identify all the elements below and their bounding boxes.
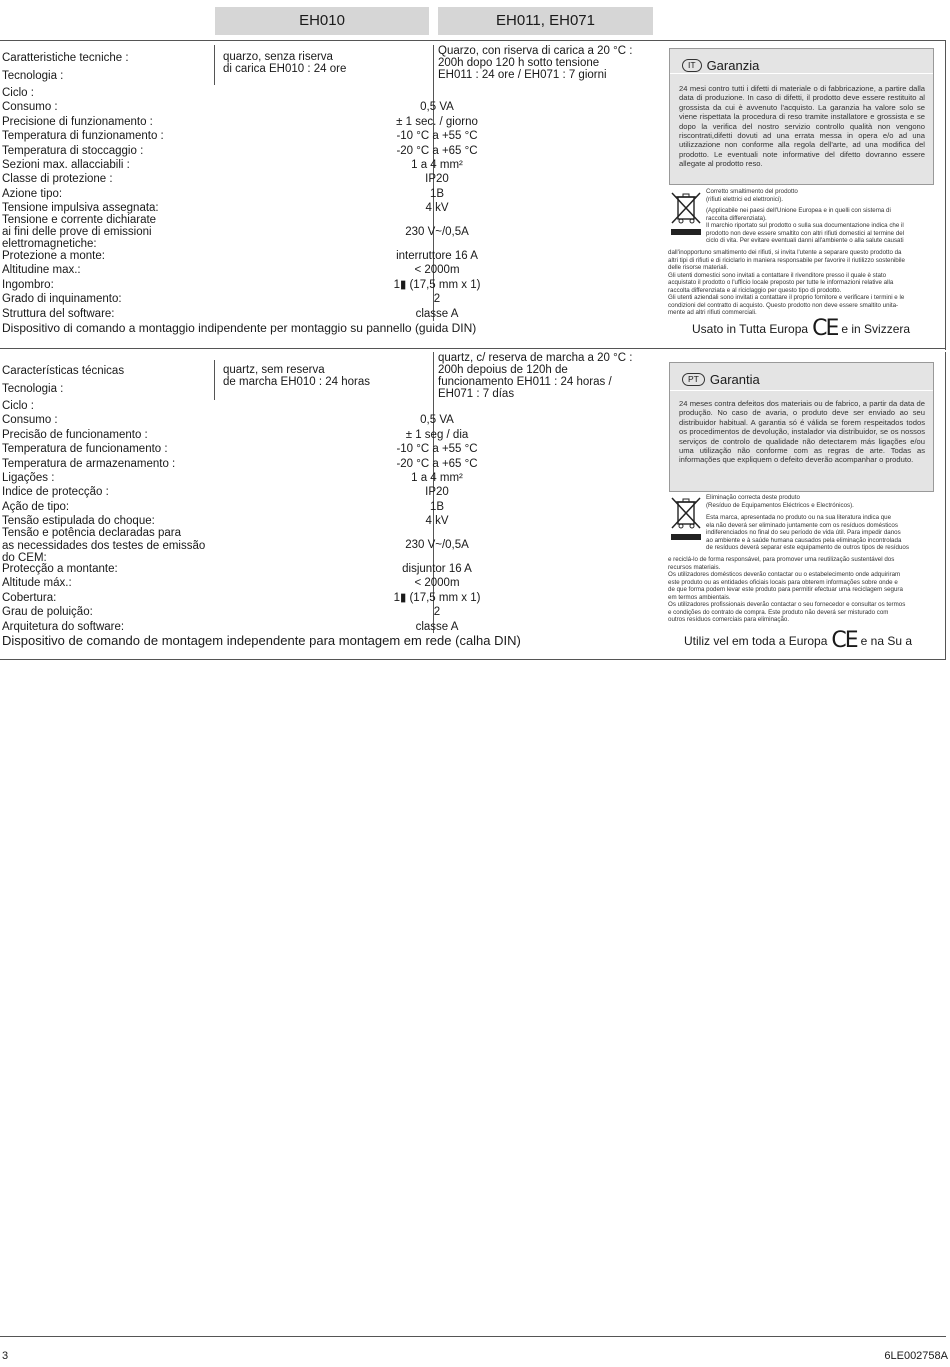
guarantee-title-text: Garanzia (706, 58, 760, 73)
column-divider (214, 45, 215, 85)
spec-label: Azione tipo: (2, 187, 63, 200)
document-code: 6LE002758A (884, 1350, 948, 1362)
spec-label: Tensione impulsiva assegnata: (2, 202, 159, 215)
weee-text-b: dall'inopportuno smaltimento dei rifiuti, si invita l'utente a separare questo prodotto da altri tipi di rifiuti e di riciclarlo in maniera responsabile per favorire il riutilizzo sostenibile delle risorse materiali. Gli utenti domestici sono invitati a contattare il rivenditore presso il quale è stato acquistato il prodotto o l'ufficio locale preposto per tutte le informazioni relative alla raccolta differenziata e al riciclaggio per questo tipo di prodotto. Gli utenti aziendali sono invitati a contattare il proprio fornitore e verificare i termini e le condizioni del contratto di acquisto. Questo prodotto non deve essere smaltito unita- mente ad altri rifiuti commerciali. (668, 249, 905, 317)
spec-label: Ciclo : (2, 87, 34, 99)
spec-value: classe A (415, 307, 459, 320)
usage-statement: Utiliz vel em toda a Europa CE e na Su a (684, 628, 913, 653)
spec-label: Ação de tipo: (2, 500, 70, 513)
spec-label: Tensão estipulada do choque: (2, 515, 155, 528)
spec-value: 1▮ (17,5 mm x 1) (393, 591, 481, 604)
weee-text-a: Eliminação correcta deste produto (Resíduo de Equipamentos Eléctricos e Electrónicos). Esta marca, apresentada no produto ou na sua literatura indica que ela não deverá ser eliminado juntamente com os resíduos domésticos indiferenciados no final do seu período de vida útil. Para impedir danos ao ambiente e à saúde humana causados pela eliminação incontrolada de resíduos deverá separar este equipamento de outros tipos de resíduos (706, 494, 909, 552)
spec-value: 0,5 VA (420, 414, 454, 427)
spec-value: 4 kV (425, 202, 449, 215)
guarantee-title-text: Garantia (709, 372, 760, 387)
eh010-technology-text: quartz, sem reserva de marcha EH010 : 24 horas (223, 364, 371, 388)
spec-emc-value: 230 V~/0,5A (405, 539, 469, 551)
spec-emc-value: 230 V~/0,5A (405, 226, 469, 238)
spec-value: IP20 (425, 486, 449, 499)
guarantee-title-divider (670, 73, 933, 74)
column-header-eh011-eh071: EH011, EH071 (438, 7, 653, 35)
spec-technology-label: Tecnologia : (2, 70, 64, 82)
guarantee-box-pt (669, 362, 934, 492)
spec-label: Protezione a monte: (2, 250, 105, 262)
usage-statement: Usato in Tutta Europa CE e in Svizzera (692, 316, 911, 341)
section-divider-bottom (0, 659, 946, 660)
spec-value: 1B (429, 187, 445, 200)
guarantee-title (682, 58, 759, 73)
spec-value: -20 °C a +65 °C (396, 144, 478, 157)
spec-value: 1B (429, 500, 445, 513)
spec-label: Temperatura di stoccaggio : (2, 144, 144, 157)
weee-text-b: e reciclá-lo de forma responsável, para promover uma reutilização sustentável dos recursos materiais. Os utilizadores domésticos deverão contactar ou o estabelecimento onde adquiriram este produto ou as entidades oficiais locais para obterem informações sobre onde e de que forma podem levar este produto para permitir efectuar uma reciclagem segura em termos ambientais. Os utilizadores profissionais deverão contactar o seu fornecedor e consultar os termos e condições do contrato de compra. Este produto não deverá ser misturado com outros resíduos comerciais para eliminação. (668, 556, 906, 624)
device-description: Dispositivo di comando a montaggio indipendente per montaggio su pannello (guida DIN) (2, 321, 477, 335)
spec-label: Temperatura di funzionamento : (2, 130, 164, 143)
spec-label: Consumo : (2, 414, 58, 427)
spec-emc-label: Tensione e corrente dichiarate ai fini delle prove di emissioni elettromagnetiche: (2, 214, 157, 250)
spec-emc-label: Tensão e potência declaradas para as necessidades dos testes de emissão do CEM: (2, 527, 206, 564)
column-divider (945, 40, 946, 350)
spec-value: interruttore 16 A (396, 250, 478, 262)
column-divider (214, 360, 215, 400)
guarantee-text: 24 mesi contro tutti i difetti di materiale o di fabbricazione, a partire dalla data di produzione. In caso di difetti, il prodotto deve essere restituito al grossista da cui è avvenuto l'acquisto. La garanzia ha valore solo se viene rispettata la procedura di reso tramite installatore e grossista e se dopo la verifica del nostro servizio controllo qualità non vengono riscontrati,difetti dovuti ad una errata messa in opera e/o ad una utilizzazione non conforme alla regola dell'arte, ad una modifica del prodotto. Le eventuali note informative del difetto dovranno essere allegate al prodotto reso. (679, 84, 925, 169)
spec-label: Grau de poluição: (2, 606, 93, 619)
spec-value: 0,5 VA (420, 101, 454, 114)
spec-label: Altitude máx.: (2, 577, 72, 590)
spec-title-label: Caratteristiche tecniche : (2, 52, 129, 64)
weee-text-a: Corretto smaltimento del prodotto (rifiuti elettrici ed elettronici). (Applicabile nei paesi dell'Unione Europea e in quelli con sistema di raccolta differenziata). Il marchio riportato sul prodotto o sulla sua documentazione indica che il prodotto non deve essere smaltito con altri rifiuti domestici al termine del ciclo di vita. Per evitare eventuali danni all'ambiente o alla salute causati (706, 188, 905, 245)
spec-technology-label: Tecnologia : (2, 383, 64, 395)
spec-value: ± 1 sec. / giorno (396, 115, 478, 128)
spec-label: Indice de protecção : (2, 486, 109, 499)
spec-label: Ingombro: (2, 278, 54, 291)
page-number: 3 (2, 1350, 9, 1362)
spec-label: Cobertura: (2, 591, 57, 604)
spec-value: -10 °C a +55 °C (396, 130, 478, 143)
spec-value: -20 °C a +65 °C (396, 457, 478, 470)
spec-value: 2 (433, 606, 441, 619)
language-badge-pt: PT (682, 373, 705, 386)
spec-label: Consumo : (2, 101, 58, 114)
spec-label: Temperatura de funcionamento : (2, 443, 168, 456)
spec-title-label: Características técnicas (2, 365, 125, 377)
spec-value: -10 °C a +55 °C (396, 443, 478, 456)
spec-label: Precisione di funzionamento : (2, 115, 153, 128)
spec-value: ± 1 seg / dia (405, 428, 469, 441)
guarantee-title-divider (670, 390, 933, 391)
eh011-technology-text: Quarzo, con riserva di carica a 20 °C : 200h dopo 120 h sotto tensione EH011 : 24 ore / EH071 : 7 giorni (438, 45, 633, 81)
column-header-eh010: EH010 (215, 7, 429, 35)
weee-bin-icon (669, 191, 703, 235)
section-divider-top (0, 40, 946, 41)
spec-label: Arquitetura do software: (2, 620, 125, 633)
spec-label: Ciclo : (2, 400, 34, 412)
device-description: Dispositivo de comando de montagem independente para montagem em rede (calha DIN) (2, 633, 521, 648)
spec-value: 1 a 4 mm² (411, 472, 463, 484)
weee-bin-icon (669, 496, 703, 540)
spec-value: 2 (433, 293, 441, 306)
spec-value: 4 kV (425, 515, 449, 528)
spec-label: Altitudine max.: (2, 264, 81, 277)
spec-label: Sezioni max. allacciabili : (2, 159, 130, 171)
spec-label: Classe di protezione : (2, 173, 113, 186)
spec-value: 1▮ (17,5 mm x 1) (393, 278, 481, 291)
spec-label: Temperatura de armazenamento : (2, 457, 176, 470)
guarantee-title (682, 372, 760, 387)
eh011-technology-text: quartz, c/ reserva de marcha a 20 °C : 200h depoius de 120h de funcionamento EH011 : 24 horas / EH071 : 7 días (438, 352, 633, 400)
spec-value: disjuntor 16 A (402, 563, 472, 575)
language-badge-it: IT (682, 59, 702, 72)
ce-mark-icon: CE (812, 316, 838, 341)
ce-mark-icon: CE (831, 628, 857, 653)
spec-label: Protecção a montante: (2, 563, 118, 575)
spec-label: Precisão de funcionamento : (2, 428, 148, 441)
spec-label: Struttura del software: (2, 307, 115, 320)
spec-value: IP20 (425, 173, 449, 186)
spec-value: classe A (415, 620, 459, 633)
eh010-technology-text: quarzo, senza riserva di carica EH010 : 24 ore (223, 51, 347, 75)
spec-value: 1 a 4 mm² (411, 159, 463, 171)
guarantee-box-it (669, 48, 934, 185)
footer-rule (0, 1336, 946, 1337)
section-divider (0, 348, 946, 349)
spec-label: Grado di inquinamento: (2, 293, 122, 306)
guarantee-text: 24 meses contra defeitos dos materiais ou de fabrico, a partir da data de produção. No caso de avaria, o produto deve ser enviado ao seu distribuidor habitual. A garantia só é válida se forem respeitados todos os procedimentos de devolução, instalador via distribuidor, se os nossos serviços de controlo de qualidade não detectarem más ligações e/ou uma utilização não conforme com as regras de arte. Todas as informações que expliquem o defeito deverão acompanhar o produto. (679, 399, 925, 465)
spec-value: < 2000m (414, 264, 460, 277)
spec-label: Ligações : (2, 472, 55, 484)
spec-value: < 2000m (414, 577, 460, 590)
column-divider (945, 352, 946, 660)
